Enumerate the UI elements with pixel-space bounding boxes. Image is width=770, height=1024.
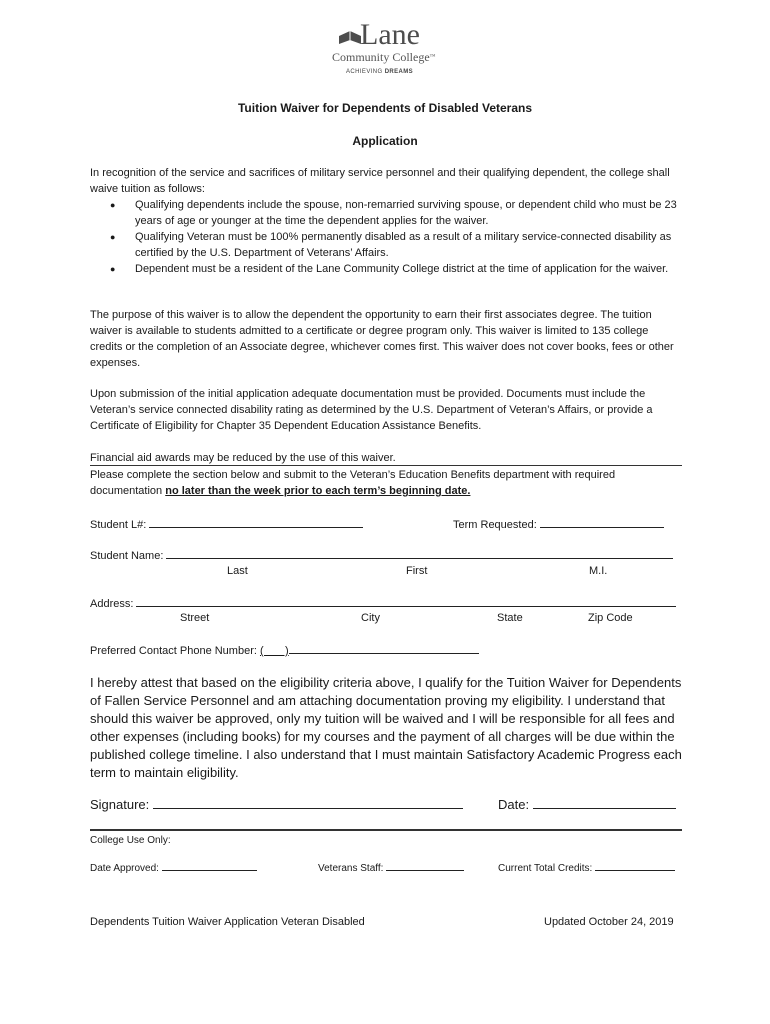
address-field[interactable]: Address: (90, 594, 676, 612)
eligibility-list (90, 197, 682, 277)
instructions-paragraph: Please complete the section below and submit to the Veteran’s Education Benefits department with required documentation no later than the week prior to each term’s beginning date. (90, 469, 616, 497)
term-requested-field[interactable]: Term Requested: (453, 515, 664, 533)
footer-title: Dependents Tuition Waiver Application Veteran Disabled (90, 916, 365, 928)
financial-aid-note: Financial aid awards may be reduced by the use of this waiver. (90, 452, 396, 464)
divider (90, 829, 682, 831)
total-credits-field[interactable]: Current Total Credits: (498, 860, 675, 877)
college-use-heading: College Use Only: (90, 835, 171, 846)
addr-street-label: Street (180, 612, 210, 624)
intro-paragraph: In recognition of the service and sacrifices of military service personnel and their qualifying dependent, the college shall waive tuition as follows: (90, 167, 670, 195)
deadline-text: no later than the week prior to each term’s beginning date. (165, 485, 471, 497)
name-mi-label: M.I. (589, 565, 608, 577)
list-item: ● Qualifying dependents include the spouse, non-remarried surviving spouse, or dependent child who must be 23 years of age or younger at the time the dependent applies for the waiver. (90, 197, 682, 229)
addr-state-label: State (497, 612, 523, 624)
documentation-paragraph: Upon submission of the initial application adequate documentation must be provided. Documents must include the Veteran’s service connected disability rating as determined by the U.S. Department of Veteran’s Affairs, or provide a Certificate of Eligibility for Chapter 35 Dependent Education Assistance Benefits. (90, 388, 653, 432)
addr-zip-label: Zip Code (588, 612, 633, 624)
list-item: ● Dependent must be a resident of the Lane Community College district at the time of application for the waiver. (90, 261, 682, 277)
list-item: ● Qualifying Veteran must be 100% permanently disabled as a result of a military service-connected disability as certified by the U.S. Department of Veterans’ Affairs. (90, 229, 682, 261)
logo-tagline: ACHIEVING DREAMS (346, 69, 414, 75)
divider (90, 465, 682, 466)
name-first-label: First (406, 565, 428, 577)
signature-field[interactable]: Signature: (90, 796, 463, 813)
veterans-staff-field[interactable]: Veterans Staff: (318, 860, 464, 877)
footer-updated: Updated October 24, 2019 (544, 916, 674, 928)
attestation-paragraph: I hereby attest that based on the eligibility criteria above, I qualify for the Tuition Waiver for Dependents of Fallen Service Personnel and am attaching documentation proving my eligibility. I understand that should this waiver be approved, only my tuition will be waived and I will be responsible for all fees and other expenses (including books) for my courses and the payment of all charges will be due within the published college timeline. I also understand that I must maintain Satisfactory Academic Progress each term to maintain eligibility. (90, 675, 682, 780)
date-approved-field[interactable]: Date Approved: (90, 860, 257, 877)
college-logo (330, 18, 442, 80)
name-last-label: Last (227, 565, 248, 577)
book-logo-icon (338, 28, 362, 46)
page-title: Tuition Waiver for Dependents of Disabled Veterans (237, 101, 533, 115)
purpose-paragraph: The purpose of this waiver is to allow the dependent the opportunity to earn their first associates degree. The tuition waiver is available to students admitted to a certificate or degree program only. This waiver is limited to 135 college credits or the completion of an Associate degree, whichever comes first. This waiver does not cover books, fees or other expenses. (90, 309, 674, 369)
addr-city-label: City (361, 612, 380, 624)
date-field[interactable]: Date: (498, 796, 676, 813)
student-id-field[interactable]: Student L#: (90, 515, 363, 533)
logo-subtitle: Community College™ (332, 50, 436, 64)
phone-field[interactable]: Preferred Contact Phone Number: ( ) (90, 641, 479, 659)
page-subtitle: Application (352, 134, 418, 148)
student-name-field[interactable]: Student Name: (90, 546, 673, 564)
logo-wordmark: Lane (360, 18, 420, 51)
